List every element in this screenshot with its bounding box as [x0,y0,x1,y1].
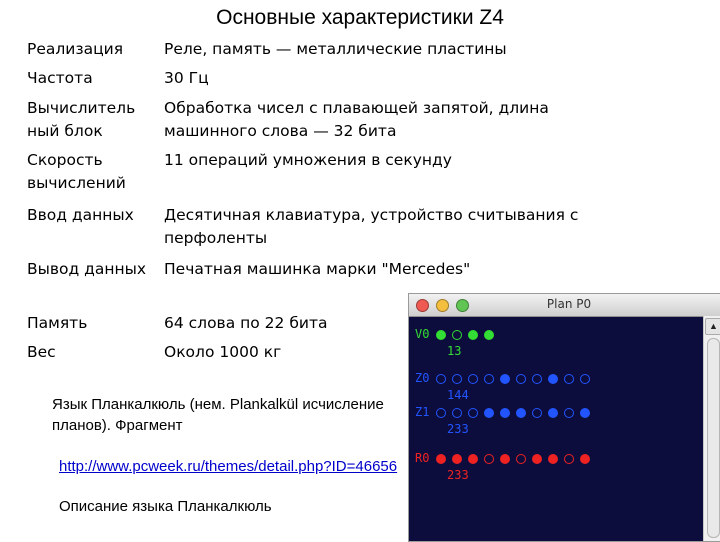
register-value: 233 [447,422,469,436]
register-bit [580,454,590,464]
register-bit [468,408,478,418]
register-value: 144 [447,388,469,402]
window-titlebar [409,294,720,317]
register-bit [500,408,510,418]
register-bit [516,454,526,464]
register-bit [532,374,542,384]
spec-label: Вычислитель ный блок [27,99,136,140]
register-bit [516,408,526,418]
register-bit [484,374,494,384]
source-description: Описание языка Планкалкюль [59,498,272,515]
spec-label: Вывод данных [27,260,147,278]
register-bit [532,408,542,418]
register-name: Z1 [415,405,430,419]
register-bit [500,454,510,464]
register-value: 13 [447,344,462,358]
spec-label: Скорость вычислений [27,151,126,192]
spec-value: 11 операций умножения в секунду [164,151,452,169]
register-bit [564,454,574,464]
register-bit [516,374,526,384]
register-bit [452,374,462,384]
register-bit [484,330,494,340]
spec-value: 30 Гц [164,69,209,87]
register-bit [532,454,542,464]
spec-value: Обработка чисел с плавающей запятой, длина машинного слова — 32 бита [164,99,549,140]
spec-label: Реализация [27,40,124,58]
spec-value: Десятичная клавиатура, устройство считывания с перфоленты [164,206,579,247]
plan-window [408,293,720,542]
register-bit [468,330,478,340]
spec-value: 64 слова по 22 бита [164,314,328,332]
zoom-icon[interactable] [456,299,469,312]
register-value: 233 [447,468,469,482]
spec-value: Около 1000 кг [164,343,282,361]
register-bit [564,408,574,418]
spec-label: Вес [27,343,56,361]
spec-value: Реле, память — металлические пластины [164,40,507,58]
slide-title: Основные характеристики Z4 [216,6,504,29]
register-bit [468,374,478,384]
register-bit [500,374,510,384]
register-bit [580,408,590,418]
register-bit [436,374,446,384]
register-bit [436,330,446,340]
register-bit [452,454,462,464]
register-bit [484,454,494,464]
register-bit [436,408,446,418]
register-bit [564,374,574,384]
scroll-thumb[interactable] [707,338,720,538]
scroll-up-arrow-icon[interactable]: ▲ [705,318,720,335]
source-link[interactable]: http://www.pcweek.ru/themes/detail.php?ID=46656 [59,458,398,475]
window-title: Plan P0 [546,297,592,311]
close-icon[interactable] [416,299,429,312]
register-name: V0 [415,327,430,341]
register-bit [548,454,558,464]
register-bit [436,454,446,464]
spec-label: Ввод данных [27,206,134,224]
register-bit [452,330,462,340]
spec-label: Частота [27,69,93,87]
scrollbar[interactable] [703,316,720,541]
register-bit [548,374,558,384]
spec-value: Печатная машинка марки "Mercedes" [164,260,471,278]
register-bit [452,408,462,418]
register-bit [548,408,558,418]
spec-label: Память [27,314,88,332]
register-name: Z0 [415,371,430,385]
register-bit [580,374,590,384]
register-bit [484,408,494,418]
caption: Язык Планкалкюль (нем. Plankalkül исчисление планов). Фрагмент [52,396,384,434]
minimize-icon[interactable] [436,299,449,312]
register-name: R0 [415,451,430,465]
register-bit [468,454,478,464]
